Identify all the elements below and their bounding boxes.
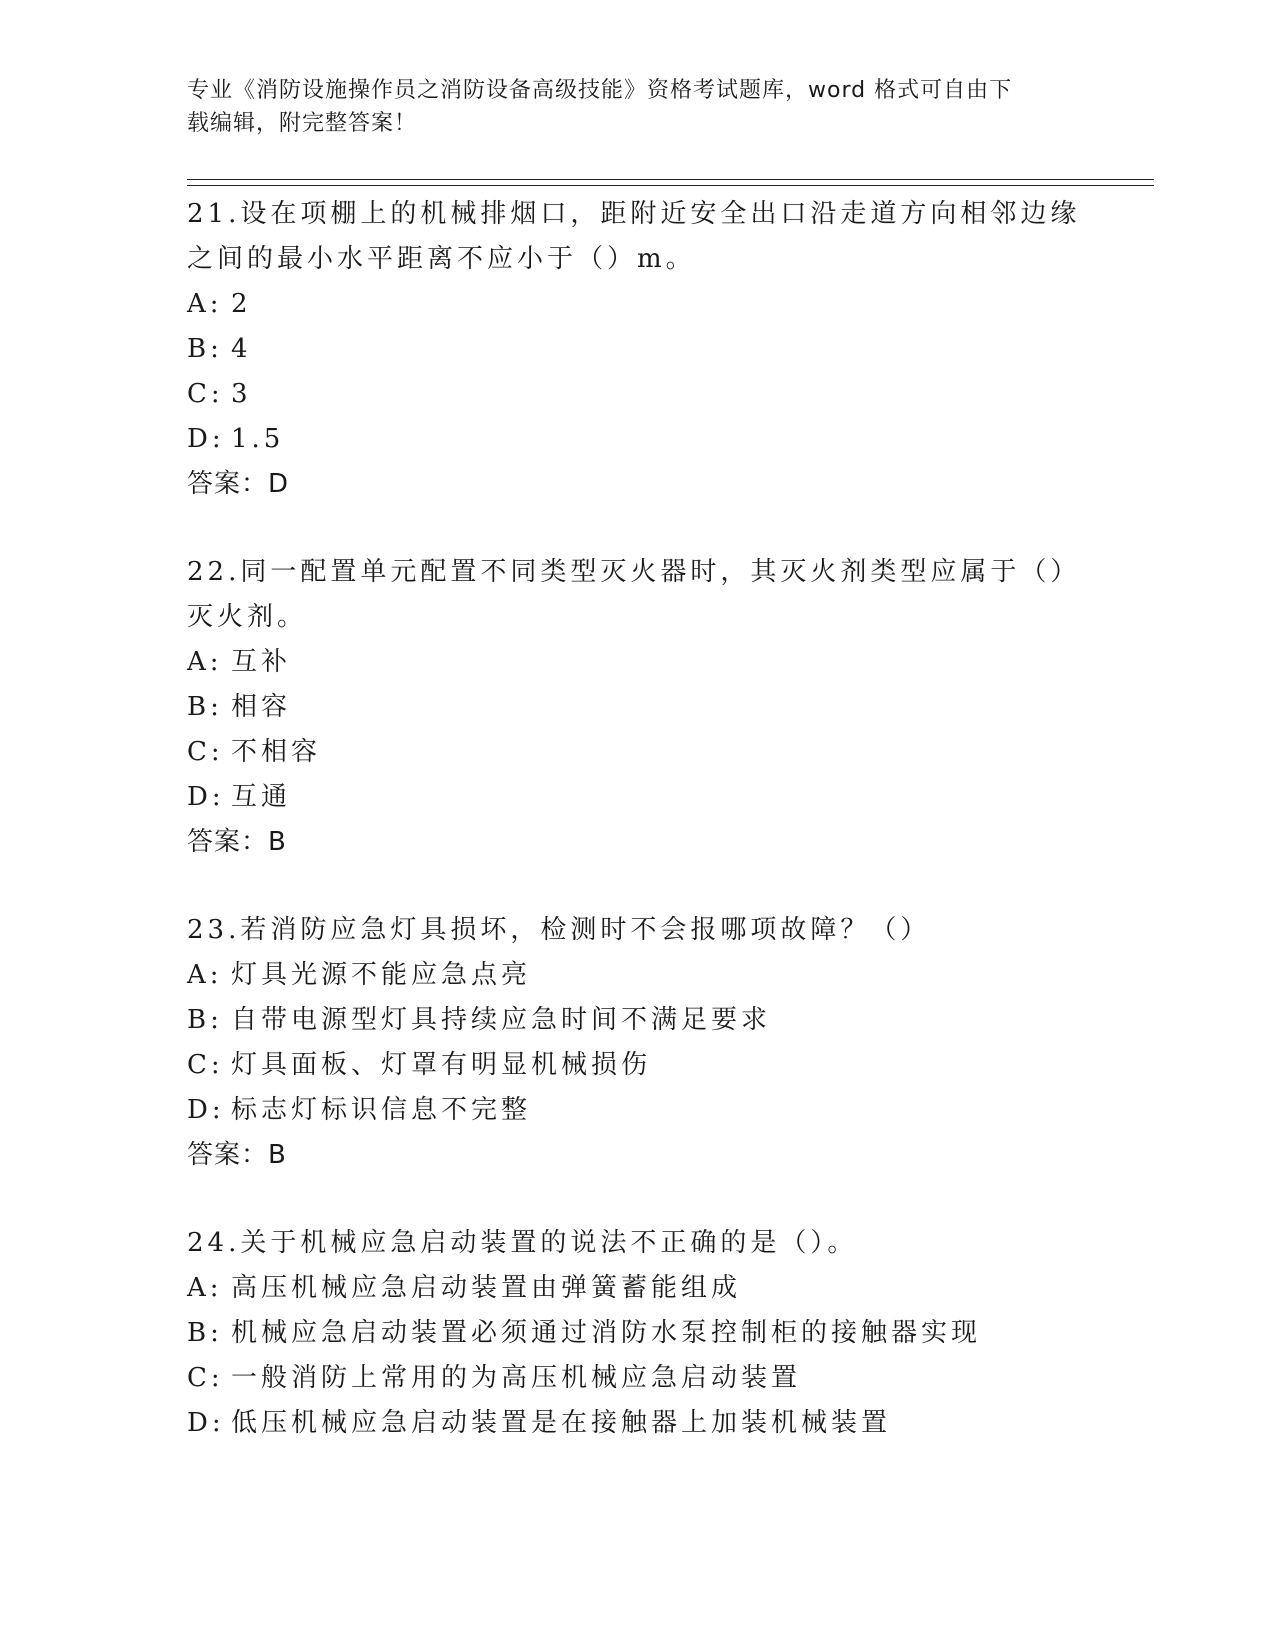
option-letter: C:: [187, 1363, 224, 1393]
option-a: [187, 953, 1087, 998]
option-letter: B:: [187, 1005, 223, 1035]
option-text: 高压机械应急启动装置由弹簧蓄能组成: [231, 1273, 742, 1303]
option-b: [187, 998, 1087, 1043]
option-text: 标志灯标识信息不完整: [231, 1095, 532, 1125]
option-c: [187, 372, 1087, 417]
option-d: [187, 417, 1087, 462]
question-24: [187, 1221, 1087, 1446]
option-a: [187, 282, 1087, 327]
option-letter: D:: [187, 1095, 225, 1125]
option-letter: B:: [187, 334, 223, 364]
option-text: 互通: [231, 782, 292, 812]
option-text: 不相容: [231, 737, 322, 767]
option-text: 一般消防上常用的为高压机械应急启动装置: [231, 1363, 802, 1393]
option-a: [187, 640, 1087, 685]
option-b: [187, 685, 1087, 730]
header-divider-bottom: [187, 185, 1154, 186]
option-letter: D:: [187, 782, 225, 812]
header-divider-top: [187, 179, 1154, 180]
question-22: [187, 550, 1087, 865]
option-text: 自带电源型灯具持续应急时间不满足要求: [231, 1005, 772, 1035]
option-d: [187, 1401, 1087, 1446]
option-b: [187, 327, 1087, 372]
option-b: [187, 1311, 1087, 1356]
option-d: [187, 1088, 1087, 1133]
question-text: 22.同一配置单元配置不同类型灭火器时，其灭火剂类型应属于（）灭火剂。: [187, 557, 1081, 632]
option-letter: D:: [187, 424, 225, 454]
option-text: 相容: [231, 692, 292, 722]
option-letter: A:: [187, 289, 223, 319]
answer-line: 答案：B: [187, 827, 287, 857]
option-text: 3: [231, 379, 252, 409]
document-header: [187, 74, 1087, 140]
answer-line: 答案：D: [187, 469, 290, 499]
option-letter: C:: [187, 1050, 224, 1080]
option-a: [187, 1266, 1087, 1311]
question-text: 23.若消防应急灯具损坏，检测时不会报哪项故障？（）: [187, 915, 931, 945]
option-letter: B:: [187, 1318, 223, 1348]
question-21: [187, 192, 1087, 507]
option-text: 低压机械应急启动装置是在接触器上加装机械装置: [231, 1408, 892, 1438]
option-letter: C:: [187, 379, 224, 409]
option-d: [187, 775, 1087, 820]
answer-line: 答案：B: [187, 1140, 287, 1170]
header-line-1: 专业《消防设施操作员之消防设备高级技能》资格考试题库，word 格式可自由下: [187, 78, 1013, 103]
question-text: 24.关于机械应急启动装置的说法不正确的是（）。: [187, 1228, 858, 1258]
header-line-2: 载编辑，附完整答案！: [187, 111, 418, 136]
option-letter: A:: [187, 1273, 223, 1303]
option-c: [187, 1356, 1087, 1401]
option-letter: B:: [187, 692, 223, 722]
option-text: 4: [231, 334, 252, 364]
option-text: 灯具光源不能应急点亮: [231, 960, 532, 990]
question-23: [187, 908, 1087, 1178]
option-letter: C:: [187, 737, 224, 767]
option-text: 互补: [231, 647, 292, 677]
option-text: 2: [231, 289, 252, 319]
option-letter: A:: [187, 960, 223, 990]
option-text: 机械应急启动装置必须通过消防水泵控制柜的接触器实现: [231, 1318, 982, 1348]
option-c: [187, 730, 1087, 775]
option-letter: A:: [187, 647, 223, 677]
option-text: 1.5: [231, 424, 285, 454]
option-letter: D:: [187, 1408, 225, 1438]
question-text: 21.设在项棚上的机械排烟口，距附近安全出口沿走道方向相邻边缘之间的最小水平距离不应小于（）m。: [187, 199, 1081, 274]
option-text: 灯具面板、灯罩有明显机械损伤: [231, 1050, 652, 1080]
option-c: [187, 1043, 1087, 1088]
question-list: [187, 192, 1087, 1489]
